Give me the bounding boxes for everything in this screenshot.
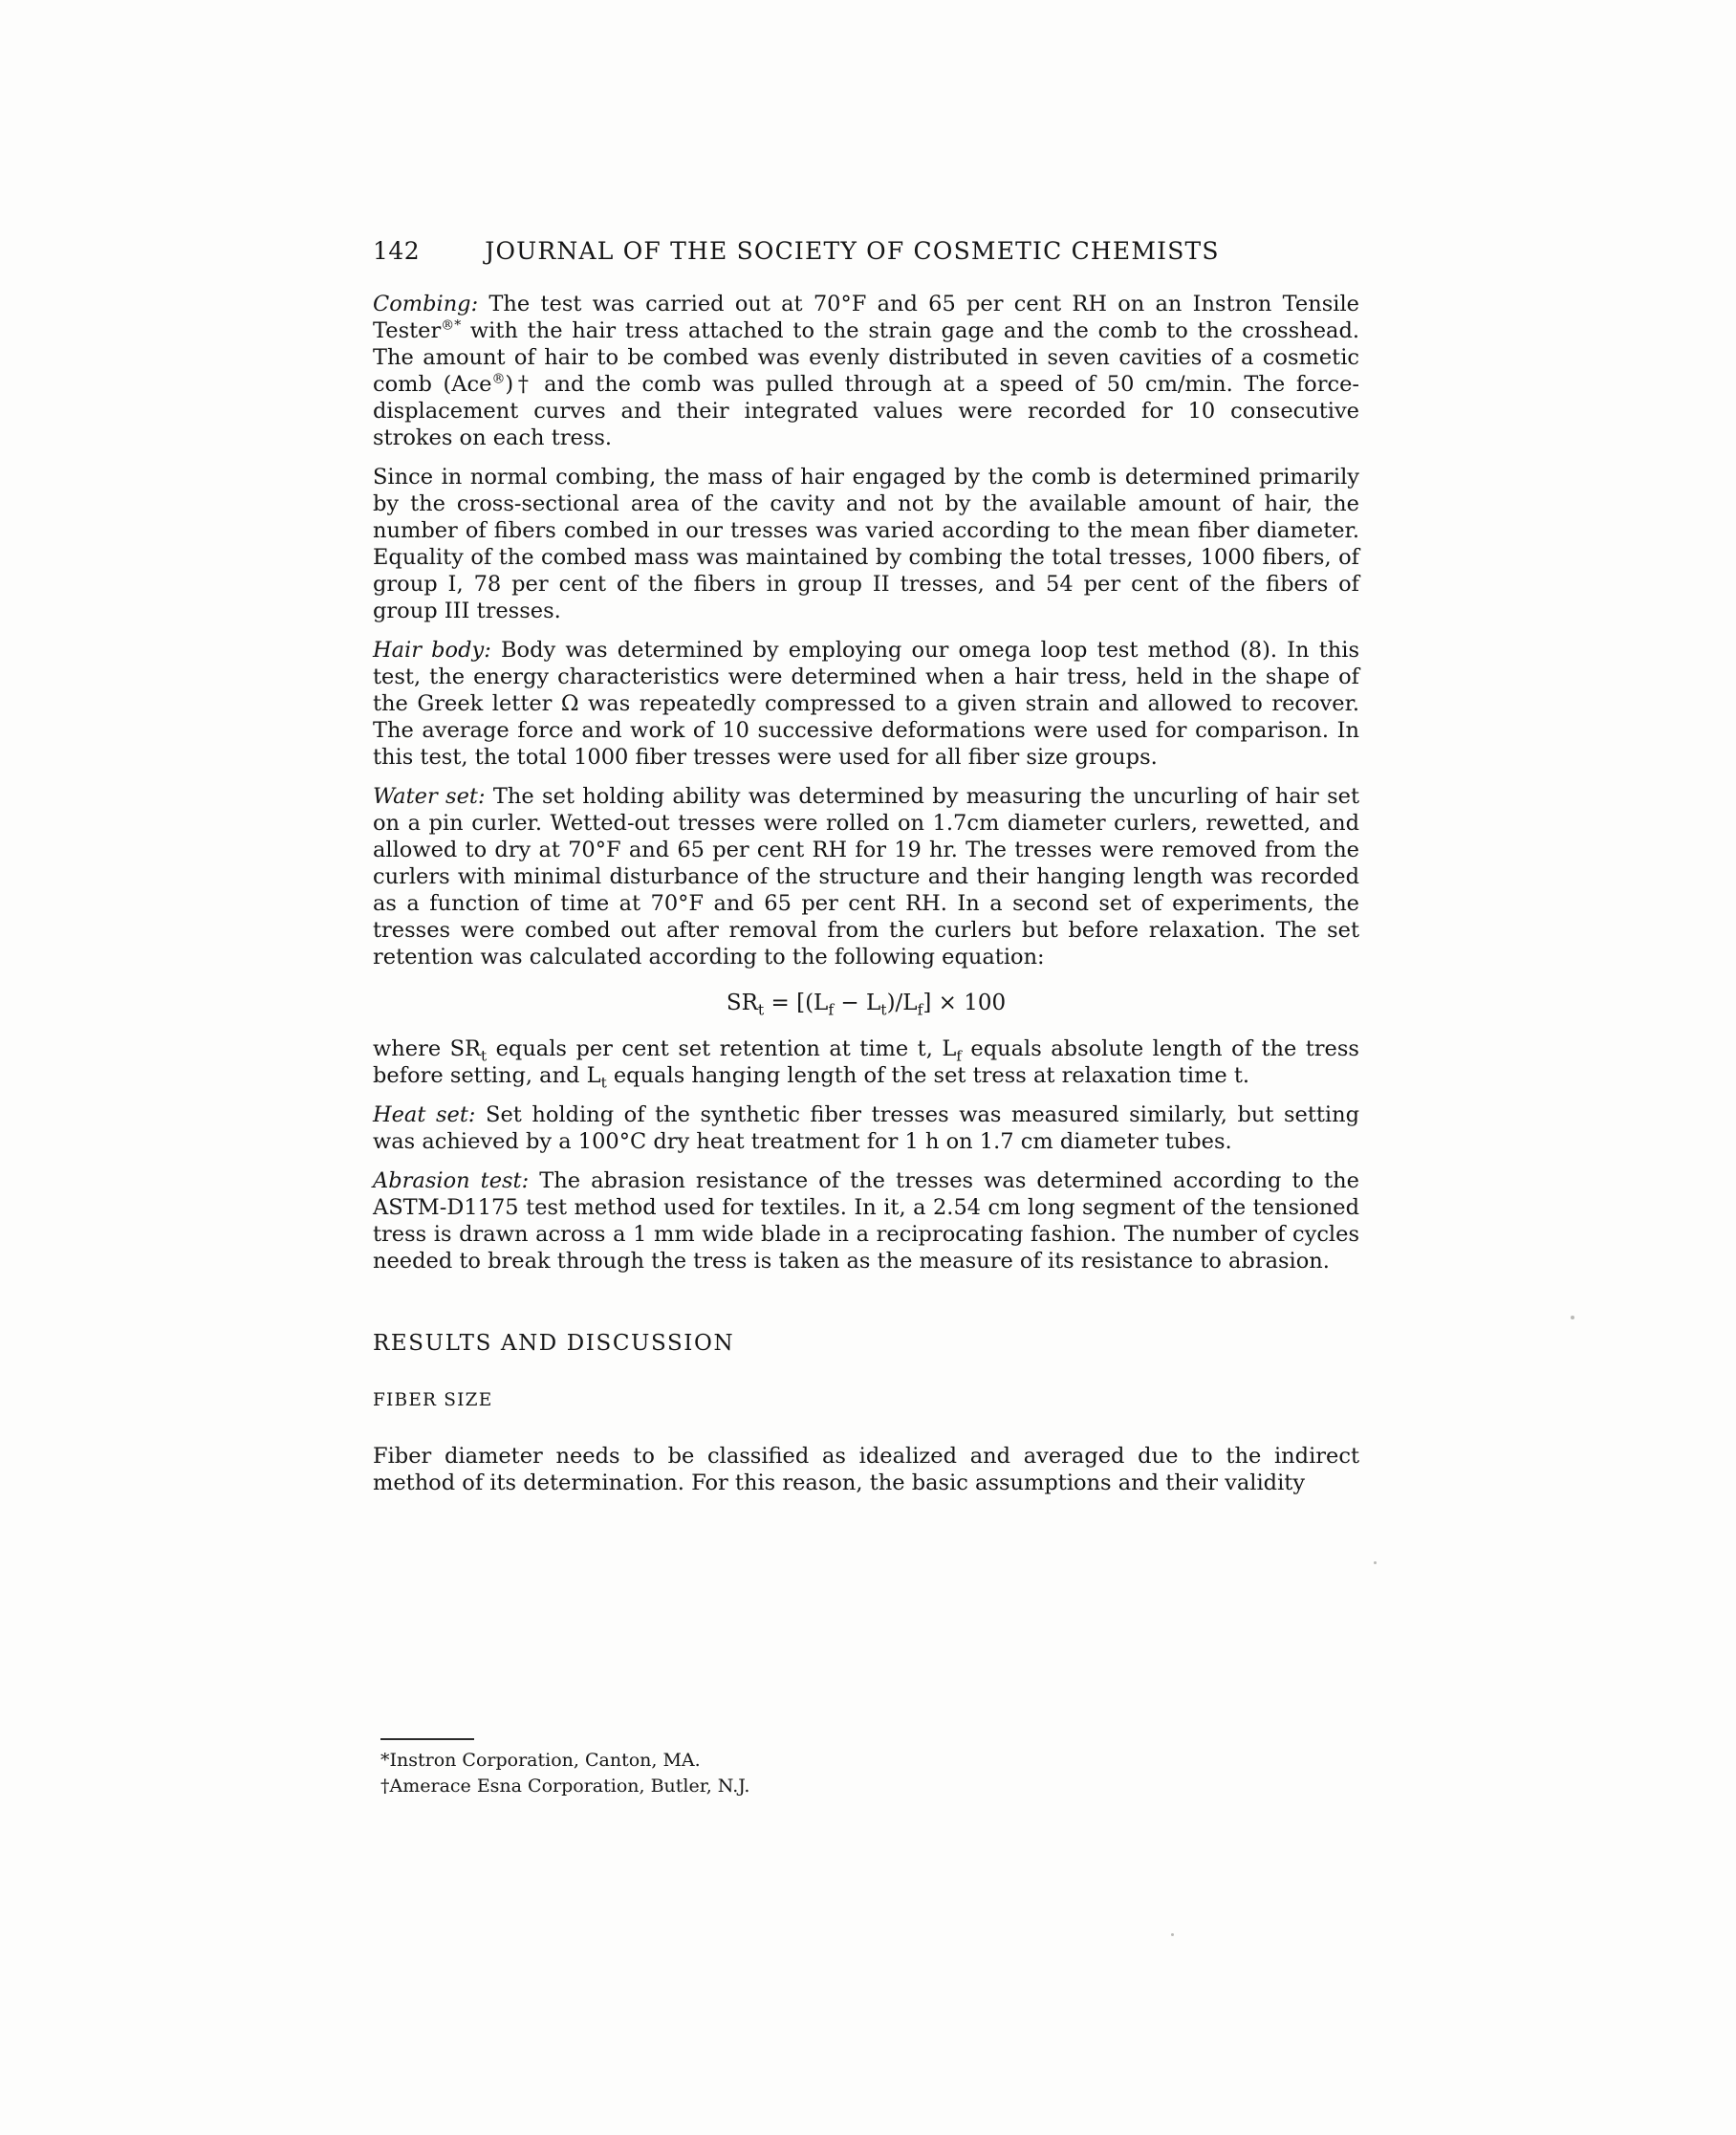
article-body <box>373 291 1359 1509</box>
paragraph-fiber-size-intro <box>373 1443 1359 1496</box>
paragraph-heat-set <box>373 1101 1359 1155</box>
paragraph-text: equals absolute length of the tress before setting, and L <box>373 1036 1359 1088</box>
equation-text: ] × 100 <box>922 991 1007 1015</box>
equation-subscript: t <box>880 1000 887 1019</box>
paragraph-text: The test was carried out at 70°F and 65 per cent RH on an Instron Tensile Tester <box>373 292 1359 343</box>
paragraph-lead-water-set: Water set: <box>373 784 486 809</box>
paragraph-lead-abrasion: Abrasion test: <box>373 1168 530 1193</box>
section-heading-results-and-discussion: RESULTS AND DISCUSSION <box>373 1331 735 1356</box>
footnotes <box>380 1738 1050 1799</box>
footnote-instron: *Instron Corporation, Canton, MA. <box>380 1750 701 1771</box>
paragraph-text: equals hanging length of the set tress at relaxation time t. <box>606 1063 1250 1088</box>
equation-subscript: f <box>917 1000 923 1019</box>
paragraph-where <box>373 1035 1359 1092</box>
paragraph-text: Since in normal combing, the mass of hair engaged by the comb is determined primarily by the cross-sectional area of the cavity and not by the available amount of hair, the number of fibers combed in our tresses was varied according to the mean fiber diameter. Equality of the combed mass was maintained by combing the total tresses, 1000 fibers, of group I, 78 per cent of the fibers in group II tresses, and 54 per cent of the fibers of group III tresses. <box>373 465 1359 623</box>
paragraph-hair-body <box>373 637 1359 771</box>
footnote-divider <box>380 1738 474 1740</box>
page-number: 142 <box>373 237 421 265</box>
paragraph-lead-combing: Combing: <box>373 292 479 316</box>
equation-text: SR <box>726 991 758 1015</box>
registered-trademark-mark: ® <box>491 371 506 387</box>
paragraph-text: Set holding of the synthetic fiber tresses was measured similarly, but setting was achieved by a 100°C dry heat treatment for 1 h on 1.7 cm diameter tubes. <box>373 1102 1359 1154</box>
journal-title: JOURNAL OF THE SOCIETY OF COSMETIC CHEMISTS <box>485 237 1220 265</box>
paragraph-text: Fiber diameter needs to be classified as idealized and averaged due to the indirect method of its determination. For this reason, the basic assumptions and their validity <box>373 1444 1359 1495</box>
registered-trademark-mark: ®* <box>441 317 462 334</box>
paragraph-text: equals per cent set retention at time t, L <box>487 1036 957 1061</box>
paragraph-lead-heat-set: Heat set: <box>373 1102 476 1127</box>
equation-text: = [(L <box>764 991 829 1015</box>
scan-speck <box>1374 1561 1377 1564</box>
equation-subscript: f <box>828 1000 835 1019</box>
paragraph-text: with the hair tress attached to the strain gage and the comb to the crosshead. The amount of hair to be combed was evenly distributed in seven cavities of a cosmetic comb (Ace <box>373 318 1359 397</box>
set-retention-equation <box>373 990 1359 1019</box>
paragraph-combing <box>373 291 1359 451</box>
sub-heading-fiber-size: FIBER SIZE <box>373 1390 493 1410</box>
paragraph-lead-hair-body: Hair body: <box>373 638 491 663</box>
paragraph-text: )† and the comb was pulled through at a speed of 50 cm/min. The force-displacement curves and their integrated values were recorded for 10 consecutive strokes on each tress. <box>373 372 1359 450</box>
footnote-amerace: †Amerace Esna Corporation, Butler, N.J. <box>380 1776 750 1797</box>
paragraph-text: Body was determined by employing our omega loop test method (8). In this test, the energy characteristics were determined when a hair tress, held in the shape of the Greek letter Ω was repeatedly compressed to a given strain and allowed to recover. The average force and work of 10 successive deformations were used for comparison. In this test, the total 1000 fiber tresses were used for all fiber size groups. <box>373 638 1359 770</box>
paragraph-text: The abrasion resistance of the tresses was determined according to the ASTM-D1175 test method used for textiles. In it, a 2.54 cm long segment of the tensioned tress is drawn across a 1 mm wide blade in a reciprocating fashion. The number of cycles needed to break through the tress is taken as the measure of its resistance to abrasion. <box>373 1168 1359 1274</box>
equation-subscript: t <box>480 1047 488 1065</box>
paragraph-water-set <box>373 783 1359 970</box>
equation-subscript: f <box>956 1047 962 1065</box>
running-head <box>373 237 1359 265</box>
paragraph-since <box>373 464 1359 624</box>
paragraph-text: The set holding ability was determined by measuring the uncurling of hair set on a pin curler. Wetted-out tresses were rolled on 1.7cm diameter curlers, rewetted, and allowed to dry at 70°F and 65 per cent RH for 19 hr. The tresses were removed from the curlers with minimal disturbance of the structure and their hanging length was recorded as a function of time at 70°F and 65 per cent RH. In a second set of experiments, the tresses were combed out after removal from the curlers but before relaxation. The set retention was calculated according to the following equation: <box>373 784 1359 969</box>
scan-speck <box>1571 1316 1574 1319</box>
paragraph-abrasion <box>373 1167 1359 1274</box>
paragraph-text: where SR <box>373 1036 481 1061</box>
equation-subscript: t <box>600 1074 607 1092</box>
equation-text: − L <box>834 991 881 1015</box>
equation-text: )/L <box>886 991 918 1015</box>
scan-speck <box>1171 1933 1174 1936</box>
equation-subscript: t <box>757 1000 765 1019</box>
